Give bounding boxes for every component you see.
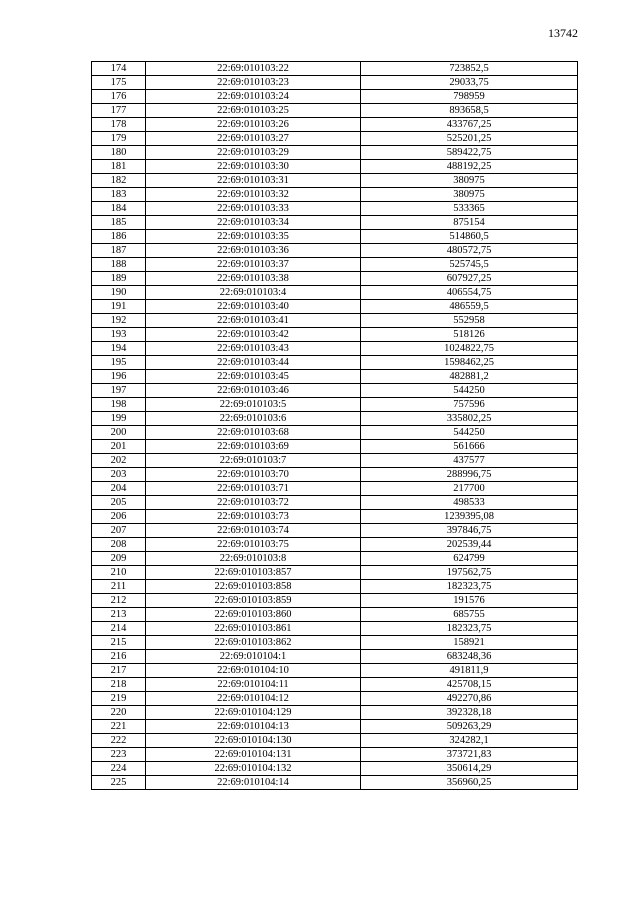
table-row [92,552,578,566]
row-number-cell: 178 [92,118,146,132]
cadastral-value-cell: 486559,5 [361,300,578,314]
cadastral-number-cell: 22:69:010103:42 [146,328,361,342]
cadastral-number-cell: 22:69:010103:72 [146,496,361,510]
row-number-cell: 194 [92,342,146,356]
cadastral-number-cell: 22:69:010103:862 [146,636,361,650]
cadastral-number-cell: 22:69:010103:75 [146,538,361,552]
table-row [92,762,578,776]
table-row [92,440,578,454]
table-row [92,370,578,384]
cadastral-value-cell: 1598462,25 [361,356,578,370]
table-row [92,76,578,90]
row-number-cell: 216 [92,650,146,664]
cadastral-number-cell: 22:69:010103:30 [146,160,361,174]
row-number-cell: 204 [92,482,146,496]
table-row [92,720,578,734]
cadastral-number-cell: 22:69:010104:132 [146,762,361,776]
table-row [92,566,578,580]
row-number-cell: 184 [92,202,146,216]
cadastral-number-cell: 22:69:010103:858 [146,580,361,594]
table-row [92,664,578,678]
table-row [92,678,578,692]
table-row [92,412,578,426]
table-row [92,510,578,524]
table-row [92,734,578,748]
table-row [92,580,578,594]
table-row [92,160,578,174]
cadastral-number-cell: 22:69:010103:74 [146,524,361,538]
cadastral-number-cell: 22:69:010103:6 [146,412,361,426]
table-row [92,426,578,440]
cadastral-number-cell: 22:69:010103:70 [146,468,361,482]
cadastral-number-cell: 22:69:010103:40 [146,300,361,314]
table-row [92,524,578,538]
row-number-cell: 180 [92,146,146,160]
cadastral-number-cell: 22:69:010103:36 [146,244,361,258]
cadastral-number-cell: 22:69:010104:13 [146,720,361,734]
cadastral-value-cell: 798959 [361,90,578,104]
cadastral-number-cell: 22:69:010103:857 [146,566,361,580]
table-row [92,356,578,370]
cadastral-value-cell: 525201,25 [361,132,578,146]
row-number-cell: 212 [92,594,146,608]
row-number-cell: 203 [92,468,146,482]
cadastral-number-cell: 22:69:010103:43 [146,342,361,356]
cadastral-value-cell: 544250 [361,384,578,398]
table-row [92,118,578,132]
table-row [92,230,578,244]
cadastral-number-cell: 22:69:010103:8 [146,552,361,566]
cadastral-value-cell: 757596 [361,398,578,412]
row-number-cell: 190 [92,286,146,300]
cadastral-number-cell: 22:69:010103:861 [146,622,361,636]
cadastral-number-cell: 22:69:010103:22 [146,62,361,76]
row-number-cell: 175 [92,76,146,90]
row-number-cell: 201 [92,440,146,454]
cadastral-number-cell: 22:69:010103:27 [146,132,361,146]
row-number-cell: 210 [92,566,146,580]
table-row [92,594,578,608]
row-number-cell: 222 [92,734,146,748]
cadastral-number-cell: 22:69:010103:73 [146,510,361,524]
table-row [92,146,578,160]
table-row [92,244,578,258]
row-number-cell: 182 [92,174,146,188]
cadastral-number-cell: 22:69:010103:24 [146,90,361,104]
row-number-cell: 183 [92,188,146,202]
table-row [92,258,578,272]
cadastral-value-cell: 373721,83 [361,748,578,762]
row-number-cell: 224 [92,762,146,776]
row-number-cell: 207 [92,524,146,538]
row-number-cell: 174 [92,62,146,76]
cadastral-value-cell: 29033,75 [361,76,578,90]
cadastral-value-cell: 624799 [361,552,578,566]
cadastral-value-cell: 433767,25 [361,118,578,132]
cadastral-number-cell: 22:69:010103:859 [146,594,361,608]
row-number-cell: 191 [92,300,146,314]
row-number-cell: 181 [92,160,146,174]
row-number-cell: 208 [92,538,146,552]
row-number-cell: 213 [92,608,146,622]
cadastral-value-cell: 607927,25 [361,272,578,286]
table-row [92,342,578,356]
cadastral-number-cell: 22:69:010104:14 [146,776,361,790]
page-number: 13742 [548,26,578,40]
cadastral-value-cell: 514860,5 [361,230,578,244]
row-number-cell: 205 [92,496,146,510]
row-number-cell: 215 [92,636,146,650]
table-row [92,90,578,104]
cadastral-number-cell: 22:69:010103:38 [146,272,361,286]
cadastral-value-cell: 544250 [361,426,578,440]
cadastral-value-cell: 397846,75 [361,524,578,538]
cadastral-number-cell: 22:69:010103:44 [146,356,361,370]
cadastral-number-cell: 22:69:010103:31 [146,174,361,188]
cadastral-number-cell: 22:69:010103:46 [146,384,361,398]
row-number-cell: 225 [92,776,146,790]
table-row [92,496,578,510]
cadastral-number-cell: 22:69:010103:7 [146,454,361,468]
table-row [92,468,578,482]
cadastral-value-cell: 518126 [361,328,578,342]
table-row [92,692,578,706]
cadastral-value-cell: 288996,75 [361,468,578,482]
cadastral-value-cell: 480572,75 [361,244,578,258]
cadastral-number-cell: 22:69:010104:130 [146,734,361,748]
row-number-cell: 187 [92,244,146,258]
row-number-cell: 206 [92,510,146,524]
cadastral-value-cell: 498533 [361,496,578,510]
row-number-cell: 197 [92,384,146,398]
table-row [92,776,578,790]
cadastral-value-cell: 191576 [361,594,578,608]
row-number-cell: 195 [92,356,146,370]
table-row [92,132,578,146]
table-row [92,622,578,636]
cadastral-value-cell: 509263,29 [361,720,578,734]
cadastral-value-cell: 482881,2 [361,370,578,384]
row-number-cell: 188 [92,258,146,272]
table-row [92,482,578,496]
cadastral-number-cell: 22:69:010104:129 [146,706,361,720]
cadastral-number-cell: 22:69:010103:23 [146,76,361,90]
cadastral-number-cell: 22:69:010103:25 [146,104,361,118]
row-number-cell: 193 [92,328,146,342]
table-body [92,62,578,790]
cadastral-number-cell: 22:69:010104:11 [146,678,361,692]
table-row [92,314,578,328]
cadastral-number-cell: 22:69:010103:5 [146,398,361,412]
cadastral-number-cell: 22:69:010103:35 [146,230,361,244]
cadastral-value-cell: 1239395,08 [361,510,578,524]
cadastral-value-cell: 723852,5 [361,62,578,76]
row-number-cell: 179 [92,132,146,146]
table-row [92,174,578,188]
row-number-cell: 223 [92,748,146,762]
cadastral-number-cell: 22:69:010104:131 [146,748,361,762]
cadastral-value-cell: 324282,1 [361,734,578,748]
cadastral-number-cell: 22:69:010104:12 [146,692,361,706]
row-number-cell: 192 [92,314,146,328]
cadastral-value-cell: 589422,75 [361,146,578,160]
table-row [92,188,578,202]
table-row [92,328,578,342]
table-row [92,216,578,230]
cadastral-value-cell: 552958 [361,314,578,328]
table-row [92,384,578,398]
cadastral-value-cell: 893658,5 [361,104,578,118]
cadastral-value-cell: 488192,25 [361,160,578,174]
row-number-cell: 202 [92,454,146,468]
cadastral-value-cell: 1024822,75 [361,342,578,356]
table-row [92,636,578,650]
cadastral-value-cell: 406554,75 [361,286,578,300]
cadastral-value-cell: 525745,5 [361,258,578,272]
row-number-cell: 217 [92,664,146,678]
cadastral-value-table [91,61,578,790]
row-number-cell: 186 [92,230,146,244]
table-row [92,286,578,300]
cadastral-number-cell: 22:69:010104:1 [146,650,361,664]
row-number-cell: 221 [92,720,146,734]
table-row [92,398,578,412]
cadastral-value-cell: 202539,44 [361,538,578,552]
cadastral-value-cell: 158921 [361,636,578,650]
row-number-cell: 214 [92,622,146,636]
cadastral-number-cell: 22:69:010103:37 [146,258,361,272]
cadastral-number-cell: 22:69:010103:4 [146,286,361,300]
cadastral-value-cell: 182323,75 [361,622,578,636]
cadastral-number-cell: 22:69:010103:71 [146,482,361,496]
cadastral-value-cell: 533365 [361,202,578,216]
table-row [92,300,578,314]
cadastral-number-cell: 22:69:010104:10 [146,664,361,678]
cadastral-number-cell: 22:69:010103:33 [146,202,361,216]
cadastral-number-cell: 22:69:010103:68 [146,426,361,440]
row-number-cell: 200 [92,426,146,440]
row-number-cell: 198 [92,398,146,412]
cadastral-value-cell: 380975 [361,174,578,188]
cadastral-value-cell: 197562,75 [361,566,578,580]
cadastral-number-cell: 22:69:010103:32 [146,188,361,202]
table-row [92,272,578,286]
table-row [92,748,578,762]
cadastral-value-cell: 875154 [361,216,578,230]
row-number-cell: 189 [92,272,146,286]
cadastral-value-cell: 683248,36 [361,650,578,664]
cadastral-number-cell: 22:69:010103:860 [146,608,361,622]
cadastral-value-cell: 491811,9 [361,664,578,678]
row-number-cell: 196 [92,370,146,384]
row-number-cell: 219 [92,692,146,706]
cadastral-value-cell: 425708,15 [361,678,578,692]
table-row [92,706,578,720]
row-number-cell: 177 [92,104,146,118]
row-number-cell: 176 [92,90,146,104]
table-row [92,608,578,622]
row-number-cell: 211 [92,580,146,594]
cadastral-value-cell: 335802,25 [361,412,578,426]
row-number-cell: 218 [92,678,146,692]
cadastral-number-cell: 22:69:010103:34 [146,216,361,230]
cadastral-number-cell: 22:69:010103:45 [146,370,361,384]
row-number-cell: 220 [92,706,146,720]
table-row [92,104,578,118]
cadastral-number-cell: 22:69:010103:26 [146,118,361,132]
table-row [92,62,578,76]
cadastral-number-cell: 22:69:010103:29 [146,146,361,160]
cadastral-value-cell: 356960,25 [361,776,578,790]
cadastral-value-cell: 392328,18 [361,706,578,720]
row-number-cell: 209 [92,552,146,566]
cadastral-number-cell: 22:69:010103:41 [146,314,361,328]
cadastral-value-cell: 182323,75 [361,580,578,594]
cadastral-value-cell: 492270,86 [361,692,578,706]
cadastral-number-cell: 22:69:010103:69 [146,440,361,454]
cadastral-value-cell: 380975 [361,188,578,202]
table-row [92,202,578,216]
table-row [92,454,578,468]
table-row [92,538,578,552]
table-row [92,650,578,664]
cadastral-value-cell: 350614,29 [361,762,578,776]
cadastral-value-cell: 685755 [361,608,578,622]
row-number-cell: 185 [92,216,146,230]
row-number-cell: 199 [92,412,146,426]
cadastral-value-cell: 561666 [361,440,578,454]
cadastral-value-cell: 437577 [361,454,578,468]
cadastral-value-cell: 217700 [361,482,578,496]
